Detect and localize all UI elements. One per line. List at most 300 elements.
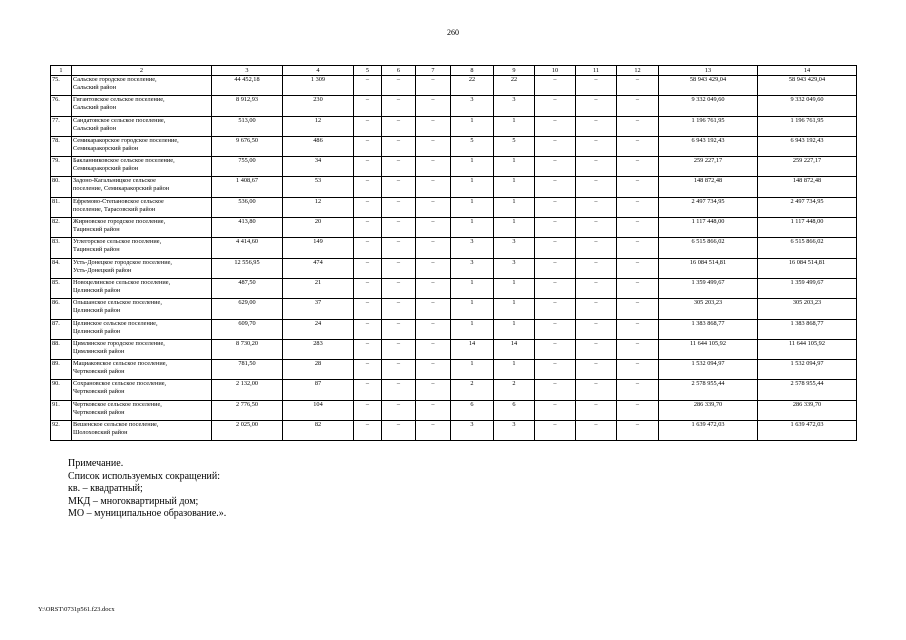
table-cell: 1 532 094,97 xyxy=(758,360,857,380)
table-cell: – xyxy=(382,157,416,177)
table-cell: – xyxy=(535,197,576,217)
table-row xyxy=(51,116,857,136)
table-cell: – xyxy=(382,299,416,319)
table-cell: – xyxy=(416,76,451,96)
table-cell: – xyxy=(354,421,382,441)
table-cell: 44 452,18 xyxy=(212,76,283,96)
table-cell: 1 xyxy=(494,299,535,319)
column-header: 14 xyxy=(758,66,857,76)
page-number: 260 xyxy=(447,28,459,37)
table-row xyxy=(51,76,857,96)
table-cell: 2 132,00 xyxy=(212,380,283,400)
table-cell: – xyxy=(382,96,416,116)
table-cell: 11 644 105,92 xyxy=(758,339,857,359)
table-cell: 1 xyxy=(451,319,494,339)
column-header: 5 xyxy=(354,66,382,76)
table-cell: 1 117 448,00 xyxy=(758,218,857,238)
table-cell: 87 xyxy=(283,380,354,400)
municipality-name-line: Сандатовское сельское поселение, xyxy=(73,116,166,124)
municipality-name-line: Целинский район xyxy=(73,286,121,294)
table-cell: 22 xyxy=(494,76,535,96)
table-cell: 8 912,93 xyxy=(212,96,283,116)
table-cell: 9 332 049,60 xyxy=(758,96,857,116)
table-cell: 2 578 955,44 xyxy=(659,380,758,400)
municipality-name-cell xyxy=(72,299,212,319)
municipality-name-line: Бакланниковское сельское поселение, xyxy=(73,157,175,165)
municipality-name-cell xyxy=(72,278,212,298)
table-cell: – xyxy=(617,319,659,339)
municipality-name-line: Чертковский район xyxy=(73,388,125,396)
municipality-name-line: Чертковский район xyxy=(73,368,125,376)
municipality-name-line: Углегорское сельское поселение, xyxy=(73,238,162,246)
table-cell: 629,00 xyxy=(212,299,283,319)
table-cell: – xyxy=(416,278,451,298)
table-cell: – xyxy=(617,380,659,400)
table-cell: – xyxy=(354,319,382,339)
municipality-name-cell xyxy=(72,360,212,380)
table-cell: 1 xyxy=(451,197,494,217)
municipality-name-cell xyxy=(72,76,212,96)
column-header: 1 xyxy=(51,66,72,76)
table-cell: – xyxy=(382,339,416,359)
table-cell: – xyxy=(617,116,659,136)
table-cell: 259 227,17 xyxy=(758,157,857,177)
row-number-cell: 89. xyxy=(51,360,72,380)
municipality-name-cell xyxy=(72,319,212,339)
table-row xyxy=(51,400,857,420)
row-number-cell: 81. xyxy=(51,197,72,217)
table-cell: – xyxy=(617,197,659,217)
table-cell: 2 497 734,95 xyxy=(659,197,758,217)
municipality-name-line: Тацинский район xyxy=(73,226,120,234)
municipality-name-cell xyxy=(72,258,212,278)
table-cell: 14 xyxy=(494,339,535,359)
column-header: 3 xyxy=(212,66,283,76)
municipality-name-cell xyxy=(72,218,212,238)
municipality-name-line: Ефремово-Степановское сельское xyxy=(73,197,164,205)
column-header: 11 xyxy=(576,66,617,76)
municipality-name-line: Мациаковское сельское поселение, xyxy=(73,360,168,368)
municipality-name-line: Целинский район xyxy=(73,327,121,335)
table-cell: 5 xyxy=(494,136,535,156)
table-cell: – xyxy=(617,421,659,441)
table-cell: – xyxy=(354,197,382,217)
table-cell: 513,00 xyxy=(212,116,283,136)
row-number-cell: 79. xyxy=(51,157,72,177)
table-header-row xyxy=(51,66,857,76)
municipality-name-cell xyxy=(72,136,212,156)
municipality-name-cell xyxy=(72,197,212,217)
table-cell: – xyxy=(416,380,451,400)
table-cell: 20 xyxy=(283,218,354,238)
row-number-cell: 75. xyxy=(51,76,72,96)
table-cell: 2 xyxy=(451,380,494,400)
row-number-cell: 92. xyxy=(51,421,72,441)
table-cell: – xyxy=(576,136,617,156)
table-cell: – xyxy=(535,319,576,339)
municipality-name-line: Вешенское сельское поселение, xyxy=(73,421,159,429)
table-cell: – xyxy=(382,218,416,238)
row-number-cell: 77. xyxy=(51,116,72,136)
notes-line: кв. – квадратный; xyxy=(68,483,143,494)
table-cell: – xyxy=(576,400,617,420)
table-cell: – xyxy=(354,299,382,319)
table-cell: 1 xyxy=(494,197,535,217)
table-row xyxy=(51,96,857,116)
table-cell: 1 532 094,97 xyxy=(659,360,758,380)
municipality-name-cell xyxy=(72,238,212,258)
table-cell: – xyxy=(617,76,659,96)
table-cell: – xyxy=(535,218,576,238)
table-cell: 305 203,23 xyxy=(758,299,857,319)
municipality-name-line: Цимлянское городское поселение, xyxy=(73,339,165,347)
table-cell: 1 xyxy=(494,278,535,298)
row-number-cell: 86. xyxy=(51,299,72,319)
municipality-name-cell xyxy=(72,96,212,116)
table-cell: – xyxy=(354,400,382,420)
table-cell: – xyxy=(354,157,382,177)
row-number-cell: 82. xyxy=(51,218,72,238)
table-cell: 1 xyxy=(494,319,535,339)
table-row xyxy=(51,258,857,278)
row-number-cell: 90. xyxy=(51,380,72,400)
table-cell: – xyxy=(535,360,576,380)
municipality-name-line: Усть-Донецкий район xyxy=(73,266,132,274)
municipality-name-cell xyxy=(72,380,212,400)
table-row xyxy=(51,218,857,238)
notes-line: МО – муниципальное образование.». xyxy=(68,508,227,519)
table-cell: – xyxy=(576,299,617,319)
table-cell: – xyxy=(416,319,451,339)
table-cell: – xyxy=(535,421,576,441)
table-cell: – xyxy=(576,218,617,238)
table-cell: 1 383 868,77 xyxy=(758,319,857,339)
table-cell: 1 383 868,77 xyxy=(659,319,758,339)
table-cell: 148 872,48 xyxy=(758,177,857,197)
column-header: 2 xyxy=(72,66,212,76)
table-cell: – xyxy=(382,136,416,156)
table-cell: 4 414,60 xyxy=(212,238,283,258)
table-cell: 34 xyxy=(283,157,354,177)
column-header: 10 xyxy=(535,66,576,76)
table-cell: – xyxy=(382,197,416,217)
table-cell: – xyxy=(382,258,416,278)
notes-section xyxy=(68,458,226,521)
table-cell: – xyxy=(354,76,382,96)
table-cell: 16 084 514,81 xyxy=(659,258,758,278)
table-cell: 1 xyxy=(451,218,494,238)
table-cell: – xyxy=(382,278,416,298)
table-cell: 1 117 448,00 xyxy=(659,218,758,238)
table-cell: – xyxy=(382,319,416,339)
municipality-name-line: Семикаракорское городское поселение, xyxy=(73,136,179,144)
municipality-name-cell xyxy=(72,400,212,420)
table-cell: – xyxy=(576,177,617,197)
municipality-name-line: Цимлянский район xyxy=(73,347,125,355)
table-cell: 21 xyxy=(283,278,354,298)
municipality-name-line: Жирновское городское поселение, xyxy=(73,218,166,226)
municipality-name-cell xyxy=(72,116,212,136)
table-cell: – xyxy=(576,157,617,177)
municipality-name-line: Целинское сельское поселение, xyxy=(73,319,158,327)
table-cell: – xyxy=(576,238,617,258)
table-row xyxy=(51,421,857,441)
table-cell: 1 xyxy=(451,116,494,136)
table-cell: – xyxy=(576,258,617,278)
table-cell: – xyxy=(576,116,617,136)
table-cell: – xyxy=(535,278,576,298)
table-cell: 2 025,00 xyxy=(212,421,283,441)
table-cell: 149 xyxy=(283,238,354,258)
table-cell: – xyxy=(382,76,416,96)
table-cell: – xyxy=(535,177,576,197)
municipality-name-line: Ольшанское сельское поселение, xyxy=(73,299,162,307)
table-cell: – xyxy=(416,299,451,319)
notes-title: Примечание. xyxy=(68,458,124,469)
table-cell: 12 xyxy=(283,116,354,136)
table-cell: 3 xyxy=(451,258,494,278)
table-cell: 413,80 xyxy=(212,218,283,238)
municipality-name-cell xyxy=(72,177,212,197)
table-cell: 24 xyxy=(283,319,354,339)
table-cell: 305 203,23 xyxy=(659,299,758,319)
table-cell: 1 639 472,03 xyxy=(659,421,758,441)
table-cell: – xyxy=(617,96,659,116)
municipality-name-line: поселение, Семикаракорский район xyxy=(73,185,170,193)
table-cell: – xyxy=(617,177,659,197)
table-cell: 58 943 429,04 xyxy=(659,76,758,96)
table-row xyxy=(51,177,857,197)
municipality-name-line: Новоцелинское сельское поселение, xyxy=(73,278,171,286)
table-cell: 16 084 514,81 xyxy=(758,258,857,278)
table-cell: 1 639 472,03 xyxy=(758,421,857,441)
table-cell: 3 xyxy=(451,421,494,441)
table-cell: – xyxy=(535,76,576,96)
table-cell: – xyxy=(354,177,382,197)
municipality-name-cell xyxy=(72,339,212,359)
table-cell: 1 408,67 xyxy=(212,177,283,197)
table-row xyxy=(51,299,857,319)
table-cell: 3 xyxy=(494,258,535,278)
table-cell: – xyxy=(535,136,576,156)
table-cell: – xyxy=(416,96,451,116)
table-cell: 486 xyxy=(283,136,354,156)
table-cell: – xyxy=(416,197,451,217)
table-cell: – xyxy=(535,258,576,278)
table-cell: – xyxy=(576,278,617,298)
table-cell: 1 xyxy=(494,157,535,177)
notes-line: Список используемых сокращений: xyxy=(68,470,221,482)
table-cell: 1 xyxy=(494,116,535,136)
table-cell: 3 xyxy=(451,238,494,258)
table-cell: – xyxy=(535,157,576,177)
table-cell: – xyxy=(416,157,451,177)
table-cell: – xyxy=(617,218,659,238)
table-cell: – xyxy=(576,360,617,380)
table-cell: 2 xyxy=(494,380,535,400)
table-cell: 2 497 734,95 xyxy=(758,197,857,217)
row-number-cell: 88. xyxy=(51,339,72,359)
municipality-name-line: Шолоховский район xyxy=(73,429,128,437)
table-cell: 12 xyxy=(283,197,354,217)
footer-file-path: Y:\ORST\0731p561.f23.docx xyxy=(38,606,115,613)
table-cell: – xyxy=(617,238,659,258)
table-cell: 1 359 499,67 xyxy=(758,278,857,298)
table-cell: – xyxy=(535,380,576,400)
municipality-name-line: Семикаракорский район xyxy=(73,144,139,152)
municipality-name-line: поселение, Тарасовский район xyxy=(73,205,156,213)
table-cell: – xyxy=(416,360,451,380)
table-cell: 2 776,50 xyxy=(212,400,283,420)
table-cell: – xyxy=(382,421,416,441)
table-cell: 1 xyxy=(451,299,494,319)
row-number-cell: 87. xyxy=(51,319,72,339)
table-cell: 6 943 192,43 xyxy=(758,136,857,156)
table-cell: – xyxy=(617,278,659,298)
table-cell: – xyxy=(617,258,659,278)
table-row xyxy=(51,339,857,359)
table-cell: – xyxy=(382,177,416,197)
table-cell: – xyxy=(617,157,659,177)
table-cell: – xyxy=(416,339,451,359)
table-cell: 9 676,50 xyxy=(212,136,283,156)
table-row xyxy=(51,278,857,298)
table-cell: 286 339,70 xyxy=(659,400,758,420)
table-cell: – xyxy=(354,278,382,298)
table-cell: 14 xyxy=(451,339,494,359)
table-cell: – xyxy=(354,380,382,400)
municipality-name-line: Сальское городское поселение, xyxy=(73,76,157,83)
data-table xyxy=(50,65,857,441)
table-cell: 6 xyxy=(451,400,494,420)
table-cell: – xyxy=(576,197,617,217)
row-number-cell: 85. xyxy=(51,278,72,298)
municipality-name-line: Чертковское сельское поселение, xyxy=(73,400,162,408)
table-cell: 22 xyxy=(451,76,494,96)
table-row xyxy=(51,136,857,156)
table-cell: 286 339,70 xyxy=(758,400,857,420)
column-header: 13 xyxy=(659,66,758,76)
table-cell: 11 644 105,92 xyxy=(659,339,758,359)
table-cell: 3 xyxy=(494,238,535,258)
municipality-name-line: Сальский район xyxy=(73,84,117,91)
table-cell: – xyxy=(354,96,382,116)
table-cell: – xyxy=(354,339,382,359)
table-cell: – xyxy=(617,400,659,420)
table-cell: 8 730,20 xyxy=(212,339,283,359)
table-cell: 3 xyxy=(451,96,494,116)
table-cell: – xyxy=(617,299,659,319)
table-cell: – xyxy=(416,177,451,197)
table-row xyxy=(51,380,857,400)
table-cell: 259 227,17 xyxy=(659,157,758,177)
table-cell: 1 xyxy=(494,360,535,380)
table-cell: 487,50 xyxy=(212,278,283,298)
municipality-name-cell xyxy=(72,421,212,441)
table-cell: – xyxy=(416,421,451,441)
table-cell: – xyxy=(416,116,451,136)
row-number-cell: 84. xyxy=(51,258,72,278)
table-cell: – xyxy=(354,238,382,258)
table-cell: 1 196 761,95 xyxy=(659,116,758,136)
table-cell: – xyxy=(576,96,617,116)
municipality-name-line: Усть-Донецкое городское поселение, xyxy=(73,258,172,266)
table-cell: 53 xyxy=(283,177,354,197)
column-header: 7 xyxy=(416,66,451,76)
table-cell: – xyxy=(576,380,617,400)
table-cell: 6 515 866,02 xyxy=(758,238,857,258)
municipality-name-line: Задоно-Кагальницкое сельское xyxy=(73,177,156,185)
municipality-name-line: Целинский район xyxy=(73,307,121,315)
table-cell: 1 xyxy=(451,157,494,177)
table-cell: 230 xyxy=(283,96,354,116)
row-number-cell: 76. xyxy=(51,96,72,116)
table-cell: 609,70 xyxy=(212,319,283,339)
table-cell: – xyxy=(576,76,617,96)
table-cell: – xyxy=(382,380,416,400)
table-cell: 1 xyxy=(451,278,494,298)
table-cell: – xyxy=(617,136,659,156)
table-cell: 5 xyxy=(451,136,494,156)
row-number-cell: 91. xyxy=(51,400,72,420)
municipality-name-line: Семикаракорский район xyxy=(73,165,139,173)
table-cell: 1 xyxy=(494,218,535,238)
table-cell: 1 xyxy=(494,177,535,197)
row-number-cell: 80. xyxy=(51,177,72,197)
table-cell: – xyxy=(354,258,382,278)
table-cell: 536,00 xyxy=(212,197,283,217)
column-header: 4 xyxy=(283,66,354,76)
table-cell: 9 332 049,60 xyxy=(659,96,758,116)
table-cell: 28 xyxy=(283,360,354,380)
table-cell: – xyxy=(576,339,617,359)
table-cell: – xyxy=(354,218,382,238)
municipality-name-line: Гигантовское сельское поселение, xyxy=(73,96,165,104)
table-cell: 3 xyxy=(494,96,535,116)
table-cell: 1 xyxy=(451,360,494,380)
table-cell: 104 xyxy=(283,400,354,420)
table-row xyxy=(51,319,857,339)
table-cell: – xyxy=(535,339,576,359)
table-row xyxy=(51,360,857,380)
table-cell: 12 556,95 xyxy=(212,258,283,278)
table-cell: – xyxy=(416,218,451,238)
municipality-name-line: Тацинский район xyxy=(73,246,120,254)
table-cell: 474 xyxy=(283,258,354,278)
table-cell: – xyxy=(535,96,576,116)
table-row xyxy=(51,238,857,258)
table-cell: 6 xyxy=(494,400,535,420)
notes-line: МКД – многоквартирный дом; xyxy=(68,495,199,507)
table-cell: 1 196 761,95 xyxy=(758,116,857,136)
table-cell: 6 943 192,43 xyxy=(659,136,758,156)
table-cell: – xyxy=(354,136,382,156)
column-header: 6 xyxy=(382,66,416,76)
municipality-name-line: Сальский район xyxy=(73,104,117,112)
table-cell: 1 xyxy=(451,177,494,197)
municipality-name-line: Сохрановское сельское поселение, xyxy=(73,380,167,388)
table-cell: – xyxy=(382,116,416,136)
table-row xyxy=(51,157,857,177)
row-number-cell: 83. xyxy=(51,238,72,258)
table-cell: 283 xyxy=(283,339,354,359)
column-header: 12 xyxy=(617,66,659,76)
column-header: 8 xyxy=(451,66,494,76)
table-cell: 755,00 xyxy=(212,157,283,177)
table-cell: – xyxy=(535,299,576,319)
table-cell: – xyxy=(617,339,659,359)
table-cell: 6 515 866,02 xyxy=(659,238,758,258)
